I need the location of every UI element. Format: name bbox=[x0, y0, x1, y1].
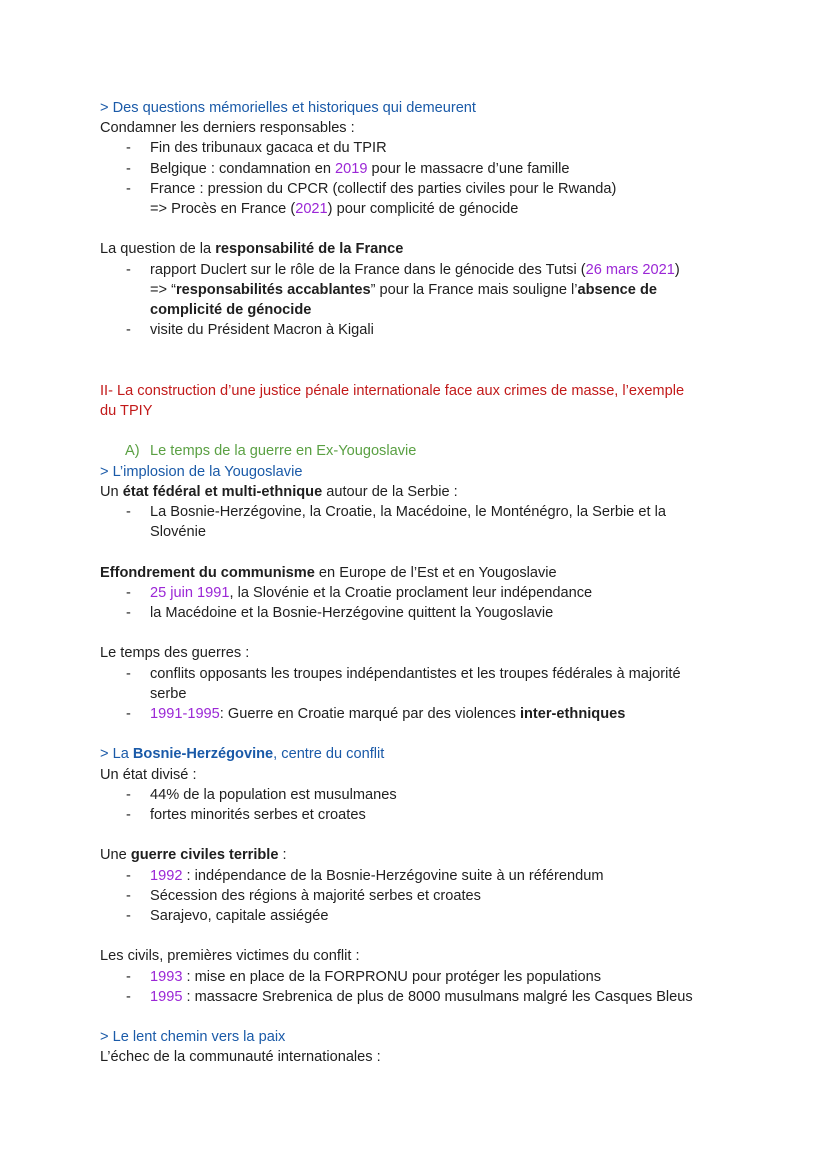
list-item: - France : pression du CPCR (collectif des parties civiles pour le Rwanda) bbox=[126, 180, 617, 197]
document-page bbox=[100, 98, 740, 1068]
section-heading-memorial-questions: > Des questions mémorielles et historiques qui demeurent bbox=[100, 100, 476, 116]
part-title: II- La construction d’une justice pénale internationale face aux crimes de masse, l’exemple bbox=[100, 382, 685, 399]
list-item: - Sécession des régions à majorité serbes et croates bbox=[126, 887, 481, 904]
list-item: - 44% de la population est musulmanes bbox=[126, 786, 397, 803]
section-heading-bosnia: > La Bosnie-Herzégovine, centre du conflit bbox=[100, 746, 385, 763]
paragraph-intro: Effondrement du communisme en Europe de l’Est et en Yougoslavie bbox=[100, 564, 557, 581]
list-item-continuation: serbe bbox=[150, 685, 187, 702]
list-item-continuation: => Procès en France (2021) pour complicité de génocide bbox=[150, 201, 519, 218]
list-item-continuation: Slovénie bbox=[150, 524, 206, 541]
year-highlight: 2019 bbox=[335, 160, 368, 177]
list-item: - visite du Président Macron à Kigali bbox=[126, 322, 374, 339]
year-highlight: 1992 bbox=[150, 867, 183, 884]
section-heading-implosion: > L’implosion de la Yougoslavie bbox=[100, 463, 303, 480]
list-item: - Sarajevo, capitale assiégée bbox=[126, 908, 329, 925]
list-item: - 1992 : indépendance de la Bosnie-Herzégovine suite à un référendum bbox=[126, 867, 604, 884]
year-highlight: 1993 bbox=[150, 968, 183, 985]
year-highlight: 1995 bbox=[150, 988, 183, 1005]
date-highlight: 26 mars 2021 bbox=[585, 261, 675, 278]
paragraph-intro: Le temps des guerres : bbox=[100, 645, 250, 662]
date-highlight: 25 juin 1991 bbox=[150, 584, 230, 601]
list-item: - Belgique : condamnation en 2019 pour le massacre d’une famille bbox=[126, 160, 570, 177]
list-item: - Fin des tribunaux gacaca et du TPIR bbox=[126, 140, 387, 157]
list-item: - conflits opposants les troupes indépendantistes et les troupes fédérales à majorité bbox=[126, 665, 681, 682]
list-item: - La Bosnie-Herzégovine, la Croatie, la Macédoine, le Monténégro, la Serbie et la bbox=[126, 504, 666, 521]
list-item: - fortes minorités serbes et croates bbox=[126, 807, 366, 824]
list-item: - 1995 : massacre Srebrenica de plus de 8000 musulmans malgré les Casques Bleus bbox=[126, 988, 693, 1005]
part-title-continuation: du TPIY bbox=[100, 403, 153, 420]
subsection-title: A) Le temps de la guerre en Ex-Yougoslavie bbox=[125, 443, 417, 460]
list-item: - 1991-1995: Guerre en Croatie marqué par des violences inter-ethniques bbox=[126, 706, 626, 723]
list-item-continuation: => “responsabilités accablantes” pour la France mais souligne l’absence de bbox=[150, 281, 657, 298]
paragraph-intro: La question de la responsabilité de la France bbox=[100, 241, 404, 258]
list-item: - la Macédoine et la Bosnie-Herzégovine quittent la Yougoslavie bbox=[126, 605, 554, 622]
paragraph-intro: Les civils, premières victimes du conflit : bbox=[100, 948, 360, 965]
year-highlight: 1991-1995 bbox=[150, 706, 220, 723]
paragraph-intro: Un état fédéral et multi-ethnique autour de la Serbie : bbox=[100, 483, 458, 500]
paragraph-intro: Un état divisé : bbox=[100, 766, 197, 783]
section-heading-peace: > Le lent chemin vers la paix bbox=[100, 1029, 286, 1046]
list-item: - 25 juin 1991, la Slovénie et la Croatie proclament leur indépendance bbox=[126, 584, 593, 601]
list-item-continuation: complicité de génocide bbox=[150, 302, 312, 319]
paragraph-intro: L’échec de la communauté internationales : bbox=[100, 1049, 381, 1066]
paragraph-intro: Condamner les derniers responsables : bbox=[100, 120, 355, 137]
list-item: - 1993 : mise en place de la FORPRONU pour protéger les populations bbox=[126, 968, 602, 985]
paragraph-intro: Une guerre civiles terrible : bbox=[100, 847, 287, 864]
list-item: - rapport Duclert sur le rôle de la France dans le génocide des Tutsi (26 mars 2021) bbox=[126, 261, 680, 278]
year-highlight: 2021 bbox=[295, 201, 328, 218]
